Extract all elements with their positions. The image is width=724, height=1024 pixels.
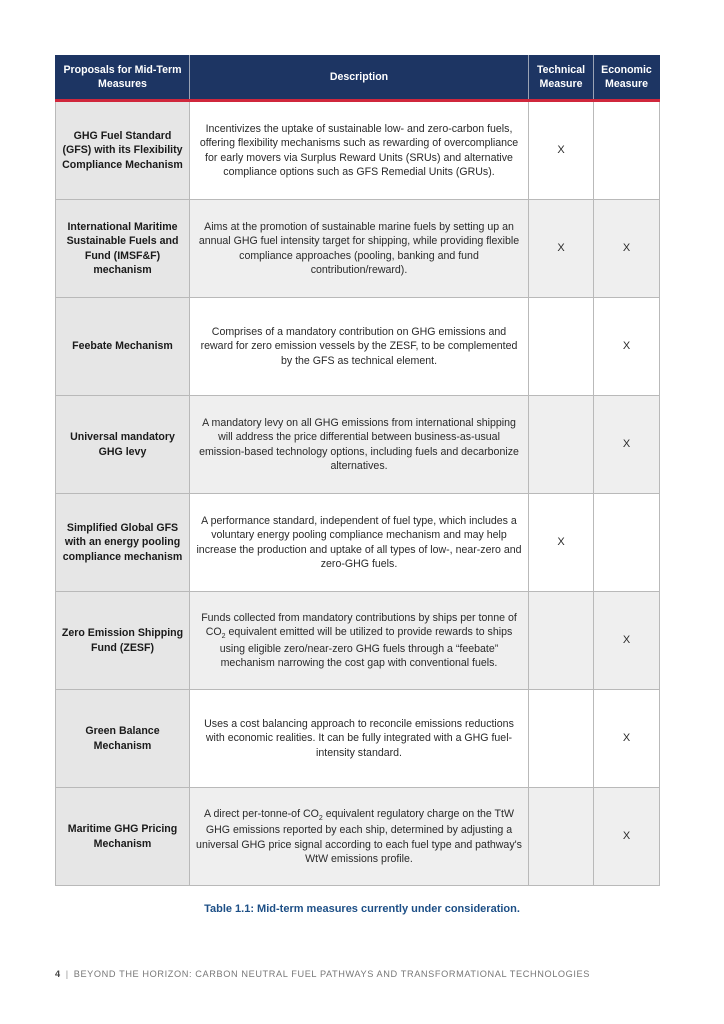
footer-title: BEYOND THE HORIZON: CARBON NEUTRAL FUEL PATHWAYS AND TRANSFORMATIONAL TECHNOLOGIES — [73, 969, 591, 979]
subscript-2: 2 — [318, 814, 323, 822]
header-technical: Technical Measure — [529, 55, 594, 101]
economic-mark: X — [594, 200, 660, 298]
proposal-description: Uses a cost balancing approach to reconcile emissions reductions with economic realities. It can be fully integrated with a GHG fuel-intensity standard. — [190, 690, 529, 788]
economic-mark — [594, 101, 660, 200]
page-footer — [55, 969, 590, 979]
page-number: 4 — [55, 969, 61, 979]
economic-mark: X — [594, 690, 660, 788]
table-row — [56, 494, 660, 592]
technical-mark: X — [529, 494, 594, 592]
subscript-2: 2 — [221, 633, 226, 640]
description-text: A direct per-tonne-of CO — [204, 807, 319, 820]
technical-mark: X — [529, 200, 594, 298]
economic-mark: X — [594, 298, 660, 396]
table-row — [56, 396, 660, 494]
proposal-name: Maritime GHG Pricing Mechanism — [56, 788, 190, 886]
description-text: equivalent emitted will be utilized to provide rewards to ships using eligible zero/near-zero GHG fuels through a “feebate” mechanism narrowing the cost gap with conventional fuels. — [219, 626, 513, 669]
header-economic: Economic Measure — [594, 55, 660, 101]
table-caption: Table 1.1: Mid-term measures currently under consideration. — [204, 903, 520, 915]
description-text: Funds collected from mandatory contributions by ships per tonne of CO — [201, 611, 517, 638]
proposal-description: Aims at the promotion of sustainable marine fuels by setting up an annual GHG fuel intensity target for shipping, while providing flexible compliance approaches (pooling, banking and fund contribution/reward). — [190, 200, 529, 298]
proposal-description: Comprises of a mandatory contribution on GHG emissions and reward for zero emission vessels by the ZESF, to be complemented by the GFS as technical element. — [190, 298, 529, 396]
technical-mark — [529, 788, 594, 886]
footer-separator: | — [65, 969, 69, 979]
technical-mark — [529, 592, 594, 690]
table-row — [56, 101, 660, 200]
technical-mark: X — [529, 101, 594, 200]
economic-mark: X — [594, 396, 660, 494]
proposal-description: A performance standard, independent of fuel type, which includes a voluntary energy pooling compliance mechanism and may help increase the production and uptake of all types of low-, near-zero and zero-GHG fuels. — [190, 494, 529, 592]
header-description: Description — [190, 55, 529, 101]
table-header-row — [56, 55, 660, 101]
technical-mark — [529, 396, 594, 494]
economic-mark: X — [594, 592, 660, 690]
proposal-description: Incentivizes the uptake of sustainable low- and zero-carbon fuels, offering flexibility mechanisms such as rewarding of overcompliance for early movers via Surplus Reward Units (SRUs) and alternative compliance options such as GFS Remedial Units (GRUs). — [190, 101, 529, 200]
proposal-description — [190, 788, 529, 886]
description-text: equivalent regulatory charge on the TtW GHG emissions reported by each ship, determined by adjusting a universal GHG price signal according to each fuel type and pathway's WtW emissions profile. — [196, 807, 522, 865]
proposal-name: Green Balance Mechanism — [56, 690, 190, 788]
proposal-name: GHG Fuel Standard (GFS) with its Flexibility Compliance Mechanism — [56, 101, 190, 200]
table-row — [56, 788, 660, 886]
header-proposal: Proposals for Mid-Term Measures — [56, 55, 190, 101]
proposal-name: International Maritime Sustainable Fuels and Fund (IMSF&F) mechanism — [56, 200, 190, 298]
proposal-name: Universal mandatory GHG levy — [56, 396, 190, 494]
proposal-description: A mandatory levy on all GHG emissions from international shipping will address the price differential between business-as-usual emission-based technology options, including fuels and decarbonize alternatives. — [190, 396, 529, 494]
mid-term-measures-table — [55, 55, 660, 886]
proposal-name: Zero Emission Shipping Fund (ZESF) — [56, 592, 190, 690]
proposal-description — [190, 592, 529, 690]
table-row — [56, 592, 660, 690]
economic-mark — [594, 494, 660, 592]
proposal-name: Simplified Global GFS with an energy pooling compliance mechanism — [56, 494, 190, 592]
table-row — [56, 690, 660, 788]
table-row — [56, 298, 660, 396]
table-row — [56, 200, 660, 298]
proposal-name: Feebate Mechanism — [56, 298, 190, 396]
economic-mark: X — [594, 788, 660, 886]
technical-mark — [529, 690, 594, 788]
technical-mark — [529, 298, 594, 396]
